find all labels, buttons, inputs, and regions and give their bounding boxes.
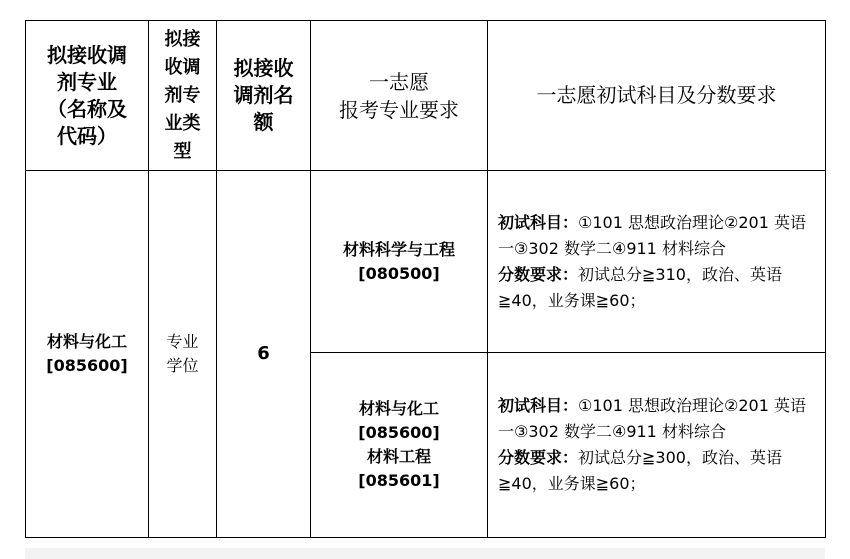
header-type-line: 收调	[164, 56, 201, 78]
header-first-choice-line: 报考专业要求	[339, 97, 459, 122]
score-text	[498, 262, 815, 314]
page-edge-strip	[25, 548, 825, 559]
subjects-text	[498, 210, 815, 262]
requirement-cell	[488, 171, 826, 353]
score-value: 初试总分≧310，政治、英语≧40，业务课≧60；	[498, 264, 782, 310]
header-type	[149, 21, 217, 171]
header-first-choice-line: 一志愿	[369, 69, 429, 94]
subjects-value: ①101 思想政治理论②201 英语一③302 数学二④911 材料综合	[498, 396, 806, 441]
header-subjects	[488, 21, 826, 171]
first-choice-line: 材料科学与工程	[342, 239, 455, 259]
header-row	[26, 21, 826, 171]
header-type-line: 业类	[164, 112, 201, 134]
header-type-line: 型	[173, 140, 192, 162]
header-major-line: 代码）	[57, 123, 117, 148]
table-row	[26, 171, 826, 353]
major-name: 材料与化工	[46, 332, 127, 351]
first-choice-cell	[311, 353, 488, 538]
quota-value: 6	[257, 343, 270, 364]
first-choice-line: 材料与化工	[358, 399, 439, 418]
score-text	[498, 445, 815, 497]
header-first-choice	[311, 21, 488, 171]
header-quota-line: 调剂名	[233, 83, 294, 107]
header-subjects-text: 一志愿初试科目及分数要求	[536, 83, 777, 107]
score-value: 初试总分≧300，政治、英语≧40，业务课≧60；	[498, 448, 782, 493]
first-choice-line: [085600]	[358, 423, 440, 442]
first-choice-line: 材料工程	[366, 447, 431, 466]
quota-cell	[217, 171, 311, 538]
header-type-line: 拟接	[164, 28, 201, 50]
header-quota	[217, 21, 311, 171]
subjects-text	[498, 393, 815, 445]
header-major-line: （名称及	[47, 96, 127, 121]
header-type-line: 剂专	[164, 84, 201, 106]
first-choice-line: [085601]	[358, 471, 440, 490]
requirement-cell	[488, 353, 826, 538]
adjustment-table	[25, 20, 826, 538]
first-choice-cell	[311, 171, 488, 353]
header-major-line: 拟接收调	[47, 42, 127, 67]
type-line: 学位	[166, 356, 199, 375]
score-label: 分数要求：	[498, 448, 579, 467]
subjects-label: 初试科目：	[498, 212, 579, 232]
subjects-label: 初试科目：	[498, 396, 579, 415]
type-line: 专业	[166, 332, 199, 351]
header-major-line: 剂专业	[57, 69, 117, 94]
header-major	[26, 21, 149, 171]
header-quota-line: 拟接收	[233, 56, 294, 80]
score-label: 分数要求：	[498, 264, 579, 284]
first-choice-line: [080500]	[358, 263, 440, 283]
major-code: [085600]	[46, 356, 128, 375]
header-quota-line: 额	[253, 110, 274, 134]
major-cell	[26, 171, 149, 538]
subjects-value: ①101 思想政治理论②201 英语一③302 数学二④911 材料综合	[498, 212, 806, 258]
type-cell	[149, 171, 217, 538]
